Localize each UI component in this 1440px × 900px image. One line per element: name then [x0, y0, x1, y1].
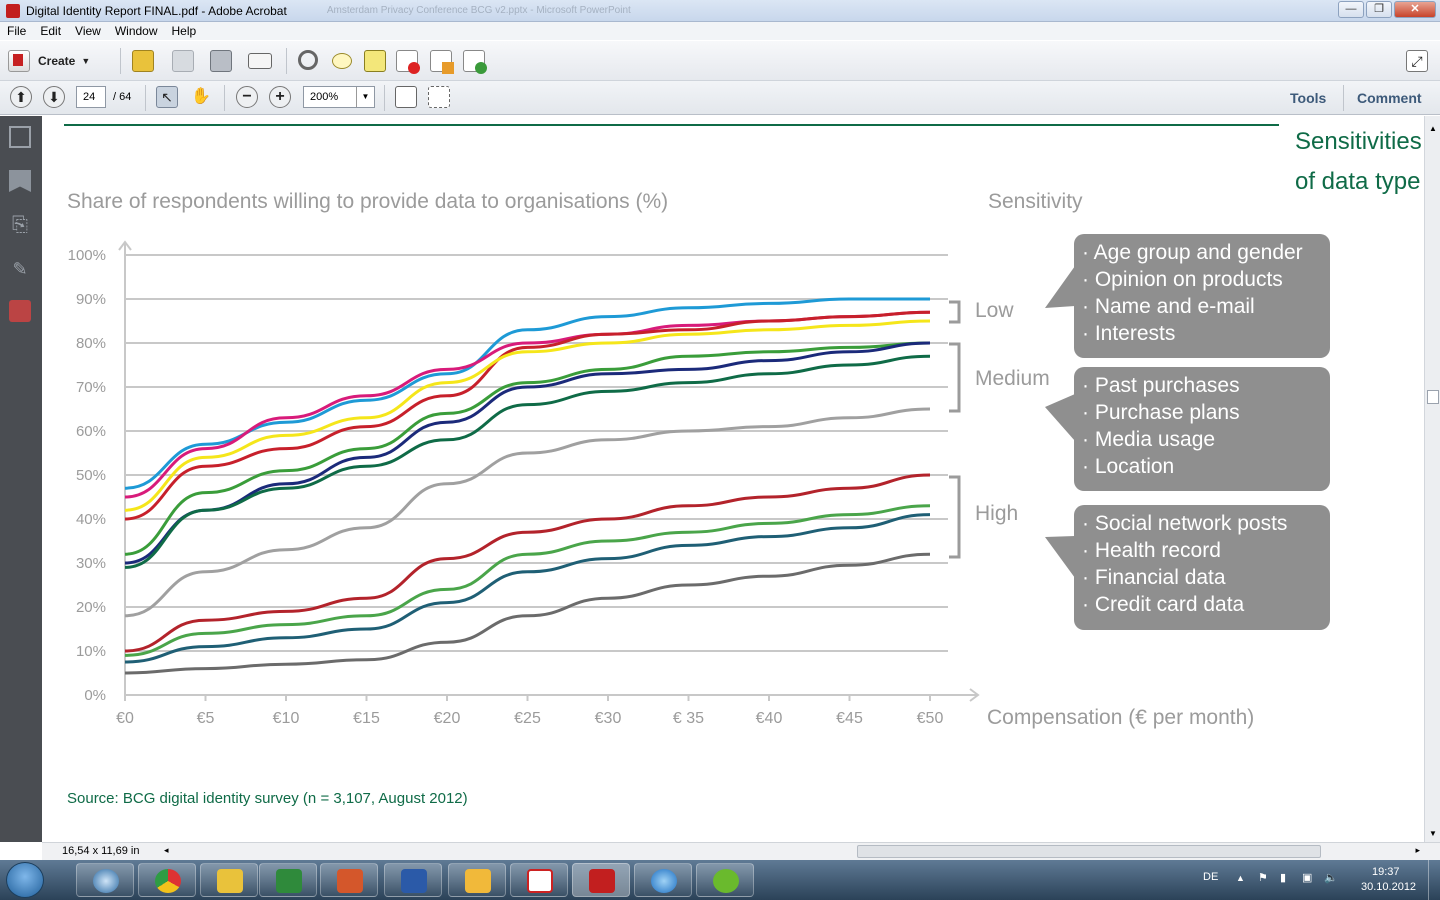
bracket-high-label: High: [975, 502, 1019, 525]
security-icon[interactable]: [9, 300, 31, 322]
show-desktop-button[interactable]: [1428, 860, 1440, 900]
bubble-pointer: [1045, 266, 1075, 308]
list-item: · Past purchases: [1082, 374, 1240, 397]
scroll-left-icon[interactable]: ◂: [164, 845, 169, 855]
pdf-icon: [527, 869, 553, 893]
tray-expand-icon[interactable]: ▲: [1236, 873, 1245, 883]
navigation-toolbar: [0, 81, 1440, 115]
high-sensitivity-box: [1074, 505, 1330, 630]
y-tick-label: 100%: [67, 247, 106, 264]
menu-bar: [0, 22, 1440, 40]
printer-icon: [210, 50, 232, 72]
word-icon: [401, 869, 427, 893]
tools-link[interactable]: Tools: [1290, 90, 1327, 106]
open-folder-icon: [132, 50, 154, 72]
envelope-icon: [248, 53, 272, 69]
toolbar-divider: [1343, 85, 1344, 111]
powerpoint-icon: [337, 869, 363, 893]
save-button[interactable]: [172, 50, 194, 72]
page-total: / 64: [113, 91, 132, 103]
signature-icon[interactable]: ✎: [12, 259, 28, 279]
cursor-icon: ↖: [156, 86, 178, 108]
pages-icon[interactable]: [9, 126, 31, 148]
taskbar-app-word[interactable]: [384, 863, 442, 897]
outlook-icon: [465, 869, 491, 893]
gear-icon: [298, 50, 318, 70]
x-tick-label: €0: [116, 710, 134, 727]
x-tick-label: € 35: [672, 710, 705, 727]
maximize-button[interactable]: ❐: [1366, 1, 1392, 18]
taskbar-app-chrome[interactable]: [138, 863, 196, 897]
delete-button[interactable]: [396, 50, 418, 72]
y-tick-label: 50%: [75, 467, 106, 484]
acrobat-icon: [6, 4, 20, 18]
system-tray: [1160, 860, 1440, 900]
taskbar-app-browser[interactable]: [76, 863, 134, 897]
y-tick-label: 60%: [75, 423, 106, 440]
scroll-thumb[interactable]: [1427, 390, 1439, 404]
bubble-pointer: [1045, 536, 1075, 578]
expand-icon: ⤢: [1406, 50, 1428, 72]
y-tick-label: 20%: [75, 599, 106, 616]
list-item: · Location: [1082, 455, 1175, 478]
arrow-down-icon: ⬇: [43, 86, 65, 108]
previous-page-button[interactable]: [10, 86, 32, 108]
list-item: · Health record: [1082, 539, 1221, 562]
taskbar-app-powerpoint[interactable]: [320, 863, 378, 897]
speech-bubble-icon: [332, 53, 352, 69]
acrobat-icon: [589, 869, 615, 893]
language-indicator[interactable]: DE: [1203, 871, 1219, 883]
low-sensitivity-box: [1074, 234, 1330, 358]
comment-link[interactable]: Comment: [1357, 90, 1422, 106]
internet-explorer-icon: [651, 869, 677, 893]
vertical-scrollbar[interactable]: [1424, 116, 1440, 842]
taskbar: [0, 860, 1440, 900]
fit-width-icon: [395, 86, 417, 108]
minimize-button[interactable]: —: [1338, 1, 1364, 18]
expand-button[interactable]: [1406, 50, 1428, 72]
print-button[interactable]: [210, 50, 232, 72]
volume-icon[interactable]: 🔈: [1324, 872, 1338, 884]
list-item: · Age group and gender: [1082, 241, 1303, 264]
fit-width-button[interactable]: [395, 86, 417, 108]
window-title: Digital Identity Report FINAL.pdf - Adobe Acrobat: [26, 3, 287, 18]
globe-icon: [93, 869, 119, 893]
x-tick-label: €25: [514, 710, 541, 727]
bracket-low-label: Low: [975, 299, 1014, 322]
window-title-bar: [0, 0, 1440, 22]
y-tick-label: 10%: [75, 643, 106, 660]
spotify-icon: [713, 869, 739, 893]
left-navigation-pane: [0, 116, 42, 842]
sensitivity-heading: Sensitivity: [988, 190, 1083, 213]
export-page-icon: [430, 50, 452, 72]
sensitivity-bracket: [949, 344, 959, 411]
flag-icon[interactable]: ⚑: [1258, 872, 1268, 884]
main-toolbar: [0, 41, 1440, 81]
document-page: [42, 116, 1424, 842]
x-tick-label: €45: [836, 710, 863, 727]
page-heading-line1: Sensitivities: [1295, 128, 1422, 155]
create-button[interactable]: [8, 50, 90, 72]
scroll-right-icon[interactable]: ▸: [1415, 845, 1420, 855]
sign-page-icon: [463, 50, 485, 72]
source-note: Source: BCG digital identity survey (n = 3,107, August 2012): [67, 790, 468, 807]
list-item: · Opinion on products: [1082, 268, 1283, 291]
folder-icon: [217, 869, 243, 893]
menu-help[interactable]: Help: [171, 24, 197, 38]
page-dimensions: 16,54 x 11,69 in: [62, 845, 140, 857]
arrow-up-icon: ⬆: [10, 86, 32, 108]
settings-button[interactable]: [298, 50, 318, 70]
x-tick-label: €40: [755, 710, 783, 727]
bracket-medium-label: Medium: [975, 367, 1050, 390]
open-button[interactable]: [132, 50, 154, 72]
y-tick-label: 90%: [75, 291, 106, 308]
export-button[interactable]: [430, 50, 452, 72]
y-tick-label: 30%: [75, 555, 106, 572]
toolbar-divider: [120, 48, 121, 74]
taskbar-app-spotify[interactable]: [696, 863, 754, 897]
save-icon: [172, 50, 194, 72]
taskbar-app-acrobat-reader[interactable]: [510, 863, 568, 897]
medium-sensitivity-box: [1074, 367, 1330, 491]
create-label: Create: [38, 54, 76, 68]
taskbar-app-acrobat[interactable]: [572, 863, 630, 897]
chart-title: Share of respondents willing to provide data to organisations (%): [67, 190, 669, 213]
network-icon[interactable]: ▣: [1302, 872, 1313, 884]
clock-time[interactable]: 19:37: [1372, 866, 1400, 878]
start-button[interactable]: [6, 862, 44, 898]
battery-icon[interactable]: ▮: [1280, 872, 1287, 884]
zoom-in-button[interactable]: [269, 86, 291, 108]
page-heading-line2: of data type: [1295, 168, 1421, 195]
sign-button[interactable]: [463, 50, 485, 72]
chrome-icon: [155, 869, 181, 893]
comment-button[interactable]: [332, 50, 352, 69]
series-line: [125, 506, 930, 656]
status-bar: [42, 842, 1440, 860]
chevron-down-icon: ▼: [81, 56, 91, 66]
list-item: · Name and e-mail: [1082, 295, 1255, 318]
x-tick-label: €10: [272, 710, 300, 727]
list-item: · Media usage: [1082, 428, 1216, 451]
sensitivity-bracket: [949, 477, 959, 557]
toolbar-divider: [286, 48, 287, 74]
y-tick-label: 40%: [75, 511, 106, 528]
chevron-down-icon: ▼: [356, 87, 374, 107]
menu-file[interactable]: File: [7, 24, 27, 38]
taskbar-app-ie[interactable]: [634, 863, 692, 897]
list-item: · Purchase plans: [1082, 401, 1240, 424]
highlight-button[interactable]: [364, 50, 386, 72]
next-page-button[interactable]: [43, 86, 65, 108]
x-axis-label: Compensation (€ per month): [987, 706, 1255, 729]
x-tick-label: €15: [353, 710, 380, 727]
highlighter-icon: [364, 50, 386, 72]
taskbar-app-excel[interactable]: [259, 863, 317, 897]
list-item: · Social network posts: [1082, 512, 1288, 535]
zoom-in-icon: +: [269, 86, 291, 108]
x-tick-label: €5: [196, 710, 215, 727]
menu-edit[interactable]: Edit: [40, 24, 62, 38]
close-button[interactable]: ✕: [1394, 1, 1436, 18]
bubble-pointer: [1045, 394, 1075, 441]
menu-window[interactable]: Window: [114, 24, 158, 38]
zoom-value: 200%: [310, 91, 339, 103]
toolbar-divider: [384, 85, 385, 111]
taskbar-app-explorer[interactable]: [200, 863, 258, 897]
bookmark-icon[interactable]: [9, 170, 31, 192]
y-tick-label: 70%: [75, 379, 106, 396]
zoom-select[interactable]: [303, 86, 375, 108]
background-window-title: Amsterdam Privacy Conference BCG v2.pptx - Microsoft PowerPoint: [326, 5, 631, 16]
y-tick-label: 80%: [75, 335, 106, 352]
x-tick-label: €20: [433, 710, 461, 727]
list-item: · Credit card data: [1082, 593, 1245, 616]
list-item: · Interests: [1082, 322, 1176, 345]
excel-icon: [276, 869, 302, 893]
scroll-down-icon[interactable]: ▼: [1429, 829, 1437, 838]
toolbar-divider: [224, 85, 225, 111]
scroll-up-icon[interactable]: ▲: [1429, 124, 1437, 133]
paperclip-icon[interactable]: ⎘: [12, 214, 28, 236]
page-number-input[interactable]: 24: [76, 86, 106, 108]
fit-page-icon: [428, 86, 450, 108]
toolbar-divider: [145, 85, 146, 111]
x-tick-label: €50: [916, 710, 944, 727]
delete-page-icon: [396, 50, 418, 72]
fit-page-button[interactable]: [428, 86, 450, 108]
series-line: [125, 515, 930, 662]
hand-tool-button[interactable]: [190, 86, 212, 108]
list-item: · Financial data: [1082, 566, 1226, 589]
zoom-out-button[interactable]: [236, 86, 258, 108]
taskbar-app-outlook[interactable]: [448, 863, 506, 897]
menu-view[interactable]: View: [75, 24, 101, 38]
create-pdf-icon: [8, 50, 30, 72]
hand-icon: ✋: [191, 88, 211, 105]
select-tool-button[interactable]: [156, 86, 178, 108]
email-button[interactable]: [248, 50, 272, 69]
series-line: [125, 343, 930, 554]
x-tick-label: €30: [594, 710, 622, 727]
zoom-out-icon: −: [236, 86, 258, 108]
sensitivity-bracket: [949, 302, 959, 322]
clock-date[interactable]: 30.10.2012: [1361, 881, 1417, 893]
y-tick-label: 0%: [84, 687, 106, 704]
horizontal-scroll-thumb[interactable]: [857, 845, 1321, 858]
series-line: [125, 409, 930, 616]
